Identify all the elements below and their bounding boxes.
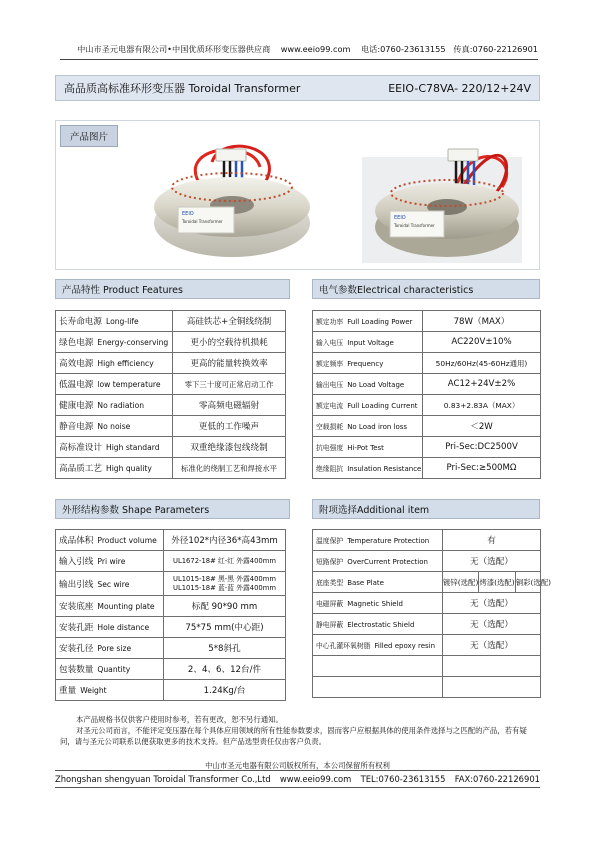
product-title-bar	[55, 75, 540, 101]
shape-row	[56, 530, 286, 551]
shape-value: 外径102*内径36*高43mm	[164, 530, 286, 551]
row-label-cell	[313, 530, 443, 551]
row-label-cell	[56, 680, 164, 701]
label-en: Base Plate	[347, 578, 384, 587]
shape-row	[56, 572, 286, 596]
option-empty-row	[313, 656, 541, 677]
label-zh: 输出电压	[316, 380, 344, 389]
option-empty-row	[313, 677, 541, 698]
product-name: 高品质高标准环形变压器 Toroidal Transformer	[64, 82, 301, 95]
row-label-cell	[56, 395, 173, 416]
angle-photo-brand: EEIO	[394, 215, 406, 221]
electrical-value: 78W（MAX）	[423, 311, 541, 332]
option-row	[313, 614, 541, 635]
shape-value	[164, 572, 286, 596]
shape-value-line-2: UL1015-18# 蓝-蓝 外露400mm	[172, 583, 277, 592]
label-zh: 安装孔径	[59, 644, 94, 654]
option-empty-cell	[313, 656, 443, 677]
footer-bar	[55, 770, 540, 788]
feature-row	[56, 395, 286, 416]
shape-value: 1.24Kg/台	[164, 680, 286, 701]
product-photo-angle	[352, 127, 532, 263]
label-zh: 额定频率	[316, 359, 344, 368]
electrical-value: AC220V±10%	[423, 332, 541, 353]
product-photo-front	[142, 127, 322, 263]
electrical-value: 50Hz/60Hz(45-60Hz通用)	[423, 353, 541, 374]
label-en: OverCurrent Protection	[347, 557, 428, 566]
row-label-cell	[56, 332, 173, 353]
feature-value: 更高的能量转换效率	[173, 353, 286, 374]
header-website-link[interactable]: www.eeio99.com	[280, 44, 351, 54]
label-en: Hi-Pot Test	[347, 443, 384, 452]
label-zh: 绿色电源	[59, 338, 94, 348]
label-zh: 高效电源	[59, 359, 94, 369]
row-label-cell	[313, 458, 423, 479]
feature-row	[56, 416, 286, 437]
electrical-row	[313, 332, 541, 353]
label-zh: 健康电源	[59, 401, 94, 411]
label-en: Mounting plate	[97, 602, 155, 611]
footer-tel: TEL:0760-23613155	[360, 774, 446, 784]
label-en: Input Voltage	[347, 338, 394, 347]
base-plate-option-painted[interactable]: 烤漆(选配)	[478, 572, 514, 592]
label-en: Temperature Protection	[347, 536, 430, 545]
label-zh: 温度保护	[316, 536, 344, 545]
row-label-cell	[313, 311, 423, 332]
label-en: No Load Voltage	[347, 380, 405, 389]
shape-value: 2、4、6、12台/件	[164, 659, 286, 680]
label-en: Quantity	[97, 665, 131, 674]
company-header	[60, 44, 538, 55]
label-zh: 高标准设计	[59, 443, 102, 453]
row-label-cell	[56, 596, 164, 617]
shape-value: UL1672-18# 红-红 外露400mm	[164, 551, 286, 572]
row-label-cell	[56, 551, 164, 572]
label-en: Long-life	[105, 317, 139, 326]
option-value: 无（选配）	[443, 551, 541, 572]
label-zh: 短路保护	[316, 557, 344, 566]
label-zh: 额定功率	[316, 317, 344, 326]
label-zh: 长寿命电源	[59, 317, 102, 327]
label-en: No radiation	[97, 401, 145, 410]
label-zh: 输出引线	[59, 579, 94, 590]
footer-website-link[interactable]: www.eeio99.com	[279, 774, 352, 784]
electrical-value: 0.83+2.83A（MAX）	[423, 395, 541, 416]
label-zh: 高品质工艺	[59, 464, 102, 474]
company-line: 中山市圣元电器有限公司•中国优质环形变压器供应商	[77, 44, 271, 54]
option-empty-cell	[313, 677, 443, 698]
label-en: Filled epoxy resin	[374, 641, 436, 650]
row-label-cell	[313, 593, 443, 614]
electrical-row	[313, 437, 541, 458]
label-zh: 包装数量	[59, 665, 94, 675]
option-row	[313, 572, 541, 593]
label-en: Weight	[80, 686, 107, 695]
label-en: Product volume	[97, 536, 157, 545]
electrical-row	[313, 395, 541, 416]
electrical-row	[313, 374, 541, 395]
label-en: High standard	[105, 443, 160, 452]
label-en: Pri wire	[97, 557, 126, 566]
feature-value: 零高频电磁辐射	[173, 395, 286, 416]
row-label-cell	[56, 530, 164, 551]
feature-value: 更小的空载待机损耗	[173, 332, 286, 353]
label-zh: 静电屏蔽	[316, 620, 344, 629]
label-en: High efficiency	[97, 359, 154, 368]
footer-copyright: 中山市圣元电器有限公司版权所有，本公司保留所有权利	[205, 761, 390, 770]
label-zh: 输入引线	[59, 557, 94, 567]
features-table	[55, 310, 286, 479]
electrical-heading: 电气参数Electrical characteristics	[312, 279, 540, 299]
note-line-2: 对圣元公司而言，不能评定变压器在每个具体应用领域的所有性能参数要求，固而客户应根据具体的使用条件选择与之匹配的产品，若有疑问，请与圣元公司联系以便获取更多的技术支持。但产品选型责任仅由客户负责。	[60, 726, 527, 746]
front-photo-brand: EEIO	[182, 211, 194, 217]
feature-value: 零下三十度可正常启动工作	[173, 374, 286, 395]
row-label-cell	[56, 659, 164, 680]
feature-row	[56, 353, 286, 374]
option-row	[313, 551, 541, 572]
row-label-cell	[313, 614, 443, 635]
option-empty-cell	[443, 677, 541, 698]
product-model: EEIO-C78VA- 220/12+24V	[388, 81, 531, 95]
label-zh: 抗电强度	[316, 443, 344, 452]
electrical-table	[312, 310, 541, 479]
row-label-cell	[56, 617, 164, 638]
shape-row	[56, 680, 286, 701]
option-row	[313, 530, 541, 551]
option-value: 无（选配）	[443, 593, 541, 614]
header-fax: 传真:0760-22126901	[453, 44, 538, 54]
electrical-row	[313, 353, 541, 374]
note-line-1: 本产品规格书仅供客户使用时参考，若有更改，恕不另行通知。	[76, 715, 283, 724]
electrical-value: AC12+24V±2%	[423, 374, 541, 395]
label-zh: 底座类型	[316, 578, 344, 587]
header-phone: 电话:0760-23613155	[360, 44, 446, 54]
electrical-row	[313, 311, 541, 332]
product-photo-section	[55, 120, 540, 270]
feature-value: 高硅铁芯+全铜线绕制	[173, 311, 286, 332]
base-plate-choices	[443, 572, 552, 593]
label-zh: 成品体积	[59, 536, 94, 546]
shape-heading: 外形结构参数 Shape Parameters	[55, 499, 290, 519]
feature-row	[56, 437, 286, 458]
label-en: Sec wire	[97, 579, 130, 589]
row-label-cell	[56, 458, 173, 479]
angle-photo-sticker: Toroidal Transformer	[394, 223, 435, 228]
label-zh: 空载损耗	[316, 422, 344, 431]
label-en: Insulation Resistance	[347, 464, 422, 473]
label-en: Hole distance	[97, 623, 150, 632]
row-label-cell	[313, 332, 423, 353]
label-zh: 安装孔距	[59, 623, 94, 633]
row-label-cell	[56, 416, 173, 437]
base-plate-options	[443, 572, 552, 592]
shape-value: 标配 90*90 mm	[164, 596, 286, 617]
label-en: High quality	[105, 464, 152, 473]
feature-value: 标准化的绕制工艺和焊接水平	[173, 458, 286, 479]
row-label-cell	[56, 638, 164, 659]
shape-row	[56, 617, 286, 638]
label-en: Magnetic Shield	[347, 599, 403, 608]
label-zh: 安装底座	[59, 602, 94, 612]
label-zh: 输入电压	[316, 338, 344, 347]
feature-value: 双重绝缘漆包线绕制	[173, 437, 286, 458]
shape-row	[56, 596, 286, 617]
shape-row	[56, 659, 286, 680]
feature-row	[56, 332, 286, 353]
shape-value: 5*8斜孔	[164, 638, 286, 659]
row-label-cell	[313, 635, 443, 656]
options-heading: 附项选择Additional item	[312, 499, 540, 519]
row-label-cell	[313, 416, 423, 437]
option-empty-cell	[443, 656, 541, 677]
electrical-value: ＜2W	[423, 416, 541, 437]
electrical-value: Pri-Sec:≥500MΩ	[423, 458, 541, 479]
base-plate-option-galvanized[interactable]: 镀锌(选配)	[443, 577, 479, 587]
disclaimer-notes	[60, 714, 538, 747]
label-en: Pore size	[97, 644, 132, 653]
option-row	[313, 635, 541, 656]
row-label-cell	[56, 311, 173, 332]
shape-table	[55, 529, 286, 701]
shape-value: 75*75 mm(中心距)	[164, 617, 286, 638]
label-zh: 重量	[59, 686, 77, 696]
electrical-row	[313, 416, 541, 437]
label-en: Full Loading Power	[347, 317, 413, 326]
label-en: Energy-conserving	[97, 338, 169, 347]
row-label-cell	[56, 437, 173, 458]
option-row	[313, 593, 541, 614]
photo-section-label: 产品图片	[60, 125, 118, 147]
feature-row	[56, 374, 286, 395]
label-zh: 电磁屏蔽	[316, 599, 344, 608]
row-label-cell	[313, 551, 443, 572]
label-zh: 静音电源	[59, 422, 94, 432]
row-label-cell	[313, 353, 423, 374]
option-value: 无（选配）	[443, 635, 541, 656]
label-zh: 低温电源	[59, 380, 94, 390]
row-label-cell	[313, 374, 423, 395]
label-en: low temperature	[97, 380, 161, 389]
option-value: 有	[443, 530, 541, 551]
row-label-cell	[313, 395, 423, 416]
option-value: 无（选配）	[443, 614, 541, 635]
label-zh: 中心孔灌环氧树脂	[316, 641, 371, 650]
feature-value: 更低的工作噪声	[173, 416, 286, 437]
label-en: No Load iron loss	[347, 422, 408, 431]
feature-row	[56, 458, 286, 479]
features-heading: 产品特性 Product Features	[55, 279, 290, 299]
electrical-row	[313, 458, 541, 479]
row-label-cell	[313, 437, 423, 458]
label-en: Full Loading Current	[347, 401, 418, 410]
shape-value-line-1: UL1015-18# 黑-黑 外露400mm	[172, 574, 277, 583]
label-en: Frequency	[347, 359, 384, 368]
base-plate-option-copper[interactable]: 铜彩(选配)	[515, 572, 551, 592]
label-zh: 额定电流	[316, 401, 344, 410]
shape-row	[56, 638, 286, 659]
options-table	[312, 529, 552, 698]
row-label-cell	[56, 374, 173, 395]
row-label-cell	[56, 353, 173, 374]
row-label-cell	[313, 572, 443, 593]
electrical-value: Pri-Sec:DC2500V	[423, 437, 541, 458]
feature-row	[56, 311, 286, 332]
header-divider	[60, 59, 538, 60]
label-en: Electrostatic Shield	[347, 620, 415, 629]
footer-fax: FAX:0760-22126901	[454, 774, 540, 784]
label-zh: 绝缘阻抗	[316, 464, 344, 473]
shape-row	[56, 551, 286, 572]
row-label-cell	[56, 572, 164, 596]
label-en: No noise	[97, 422, 131, 431]
footer-company-name: Zhongshan shengyuan Toroidal Transformer Co.,Ltd	[55, 774, 271, 784]
front-photo-sticker: Toroidal Transformer	[182, 219, 223, 224]
